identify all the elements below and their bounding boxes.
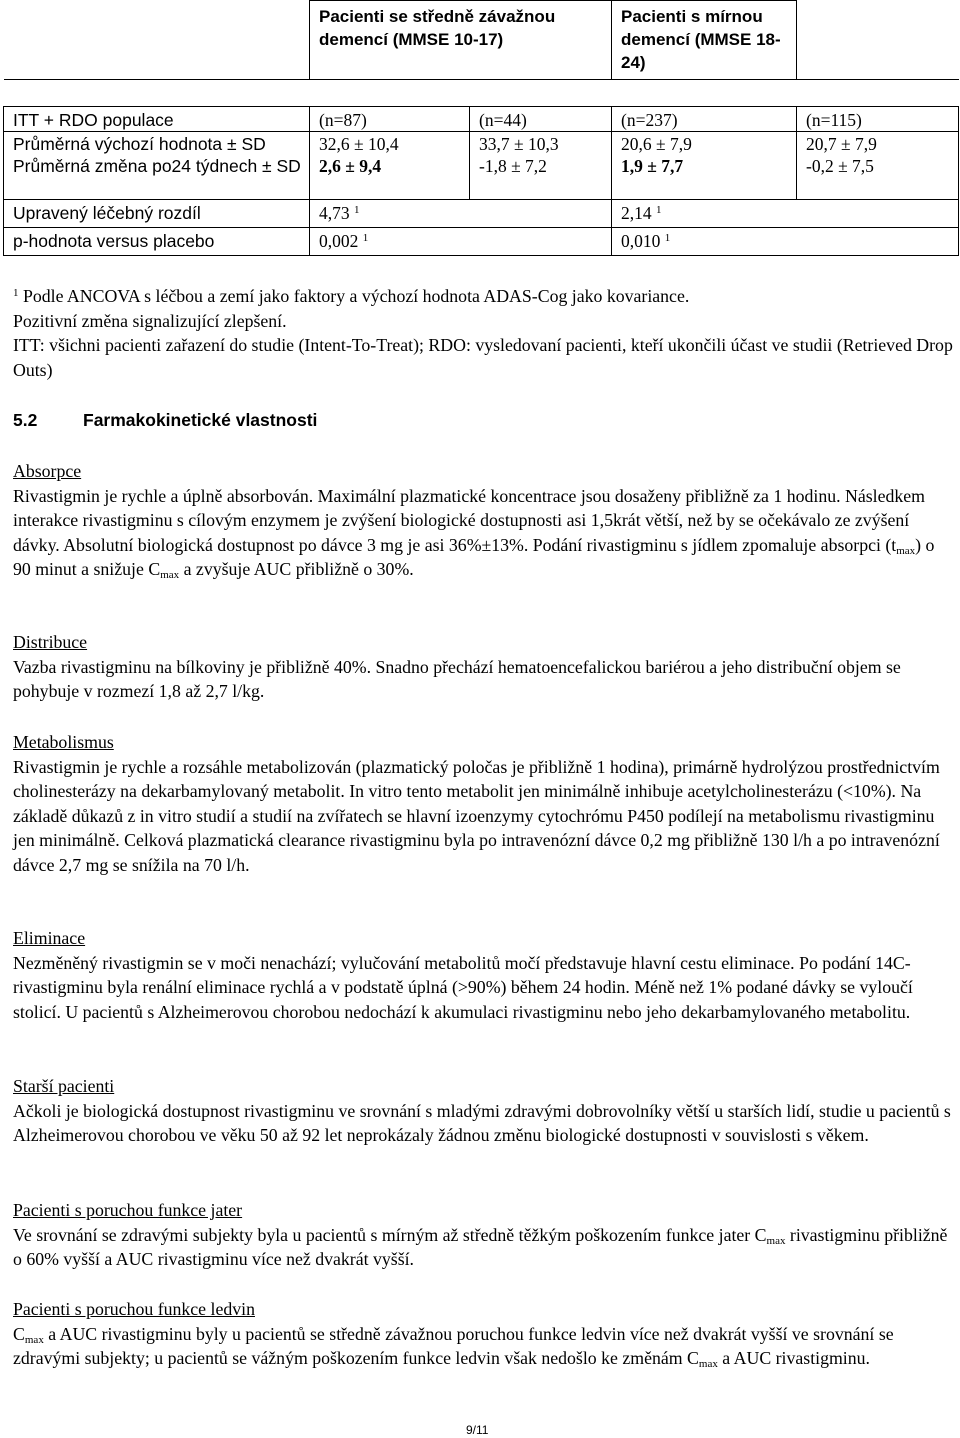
elimination-heading: Eliminace [13, 928, 86, 948]
section-number: 5.2 [13, 410, 38, 430]
row-label-change: Průměrná změna po24 týdnech ± SD [13, 156, 301, 176]
cell-p-value-mild: 0,010 [621, 231, 661, 251]
cell-n-mild-drug: (n=237) [612, 107, 797, 132]
cell-n-moderate-drug: (n=87) [310, 107, 470, 132]
cell-baseline-mild-placebo: 20,7 ± 7,9 [806, 134, 877, 154]
table-row-p-value: p-hodnota versus placebo 0,002 $^1$ 0,010 $^1$ [4, 228, 959, 256]
cell-change-moderate-placebo: -1,8 ± 7,2 [479, 156, 547, 176]
hepatic-heading: Pacienti s poruchou funkce jater [13, 1200, 243, 1220]
distribution-text: Vazba rivastigminu na bílkoviny je přibližně 40%. Snadno přechází hematoencefalickou bariérou a jeho distribuční objem se pohybuje v rozmezí 1,8 až 2,7 l/kg. [13, 656, 901, 701]
cell-change-mild-placebo: -0,2 ± 7,5 [806, 156, 874, 176]
distribution-heading: Distribuce [13, 632, 88, 652]
metabolism-text: Rivastigmin je rychle a rozsáhle metabolizován (plazmatický poločas je přibližně 1 hodina), primárně hydrolýzou prostřednictvím cholinesterázy na dekarbamylovaný metabolit. In vitro tento metabolit jen minimálně inhibuje acetylcholinesterázu (<10%). Na základě důkazů z in vitro studií a studií na zvířatech se hlavní izoenzymy cytochrómu P450 podílejí na metabolismu rivastigminu jen minimálně. Celková plazmatická clearance rivastigminu byla po intravenózní dávce 0,2 mg přibližně 130 l/h a po intravenózní dávce 2,7 mg se snížila na 70 l/h. [13, 756, 940, 875]
row-label-p-value: p-hodnota versus placebo [4, 228, 310, 256]
table-footnotes [13, 284, 953, 382]
cell-baseline-mild-drug: 20,6 ± 7,9 [621, 134, 692, 154]
hepatic-text: Ve srovnání se zdravými subjekty byla u pacientů s mírným až středně těžkým poškozením funkce jater $C_{max}$ rivastigminu přibližně o 60% vyšší a AUC rivastigminu více než dvakrát vyšší. [13, 1224, 948, 1269]
renal-text: $C_{max}$ a AUC rivastigminu byly u pacientů se středně závažnou poruchou funkce ledvin více než dvakrát vyšší ve srovnání se zdravými subjekty; u pacientů se vážným poškozením funkce ledvin však nedošlo ke změnám $C_{max}$ a AUC rivastigminu. [13, 1323, 894, 1370]
cell-baseline-moderate-placebo: 33,7 ± 10,3 [479, 134, 559, 154]
page-number: 9/11 [466, 1423, 489, 1437]
header-moderate-dementia: Pacienti se středně závažnou demencí (MMSE 10-17) [310, 1, 612, 80]
table-row-baseline-change [4, 132, 959, 200]
header-mild-dementia: Pacienti s mírnou demencí (MMSE 18-24) [612, 1, 797, 80]
cell-n-moderate-placebo: (n=44) [470, 107, 612, 132]
results-table [3, 0, 959, 256]
metabolism-heading: Metabolismus [13, 732, 114, 752]
elderly-text: Ačkoli je biologická dostupnost rivastigminu ve srovnání s mladými zdravými dobrovolníky větší u starších lidí, studie u pacientů s Alzheimerovou chorobou ve věku 50 až 92 let neprokázaly žádnou změnu biologické dostupnosti v souvislosti s věkem. [13, 1100, 951, 1145]
distribution-block [13, 630, 953, 704]
row-label-population: ITT + RDO populace [4, 107, 310, 132]
table-row-treatment-difference: Upravený léčebný rozdíl 4,73 $^1$ 2,14 $^1$ [4, 200, 959, 228]
row-label-baseline: Průměrná výchozí hodnota ± SD [13, 134, 266, 154]
section-title: Farmakokinetické vlastnosti [83, 410, 318, 430]
table-row-population [4, 107, 959, 132]
cell-p-value-moderate: 0,002 [319, 231, 359, 251]
absorption-text: Rivastigmin je rychle a úplně absorbován. Maximální plazmatické koncentrace jsou dosaženy přibližně za 1 hodinu. Následkem interakce rivastigminu s cílovým enzymem je zvýšení biologické dostupnosti asi 1,5krát větší, než by se očekávalo ze zvýšení dávky. Absolutní biologická dostupnost po dávce 3 mg je asi 36%±13%. Podání rivastigminu s jídlem zpomaluje absorpci $(t_{max})$ o 90 minut a snižuje $C_{max}$ a zvyšuje AUC přibližně o 30%. [13, 485, 935, 581]
cell-n-mild-placebo: (n=115) [797, 107, 959, 132]
absorption-heading: Absorpce [13, 461, 82, 481]
absorption-block [13, 459, 953, 582]
footnote-ancova: $^1$ Podle ANCOVA s léčbou a zemí jako faktory a výchozí hodnota ADAS-Cog jako kovariance. [13, 286, 690, 306]
elderly-heading: Starší pacienti [13, 1076, 115, 1096]
renal-block [13, 1297, 953, 1371]
elimination-block [13, 926, 953, 1024]
cell-baseline-moderate-drug: 32,6 ± 10,4 [319, 134, 399, 154]
cell-change-moderate-drug: 2,6 ± 9,4 [319, 156, 382, 176]
elimination-text: Nezměněný rivastigmin se v moči nenachází; vylučování metabolitů močí představuje hlavní cestu eliminace. Po podání 14C-rivastigminu byla renální eliminace rychlá a v podstatě úplná (>90%) během 24 hodin. Méně než 1% podané dávky se vyloučí stolicí. U pacientů s Alzheimerovou chorobou nedochází k akumulaci rivastigminu nebo jeho dekarbamylovaného metabolitu. [13, 952, 913, 1022]
footnote-itt-rdo: ITT: všichni pacienti zařazení do studie (Intent-To-Treat); RDO: vysledovaní pacienti, kteří ukončili účast ve studii (Retrieved Drop Outs) [13, 335, 953, 380]
footnote-positive-change: Pozitivní změna signalizující zlepšení. [13, 310, 287, 331]
metabolism-block [13, 730, 953, 877]
table-header-row [4, 1, 959, 80]
renal-heading: Pacienti s poruchou funkce ledvin [13, 1299, 255, 1319]
cell-change-mild-drug: 1,9 ± 7,7 [621, 156, 684, 176]
cell-treatment-diff-moderate: 4,73 [319, 203, 350, 223]
elderly-block [13, 1074, 953, 1148]
hepatic-block [13, 1198, 953, 1272]
row-label-treatment-difference: Upravený léčebný rozdíl [4, 200, 310, 228]
cell-treatment-diff-mild: 2,14 [621, 203, 652, 223]
section-heading [13, 410, 317, 431]
